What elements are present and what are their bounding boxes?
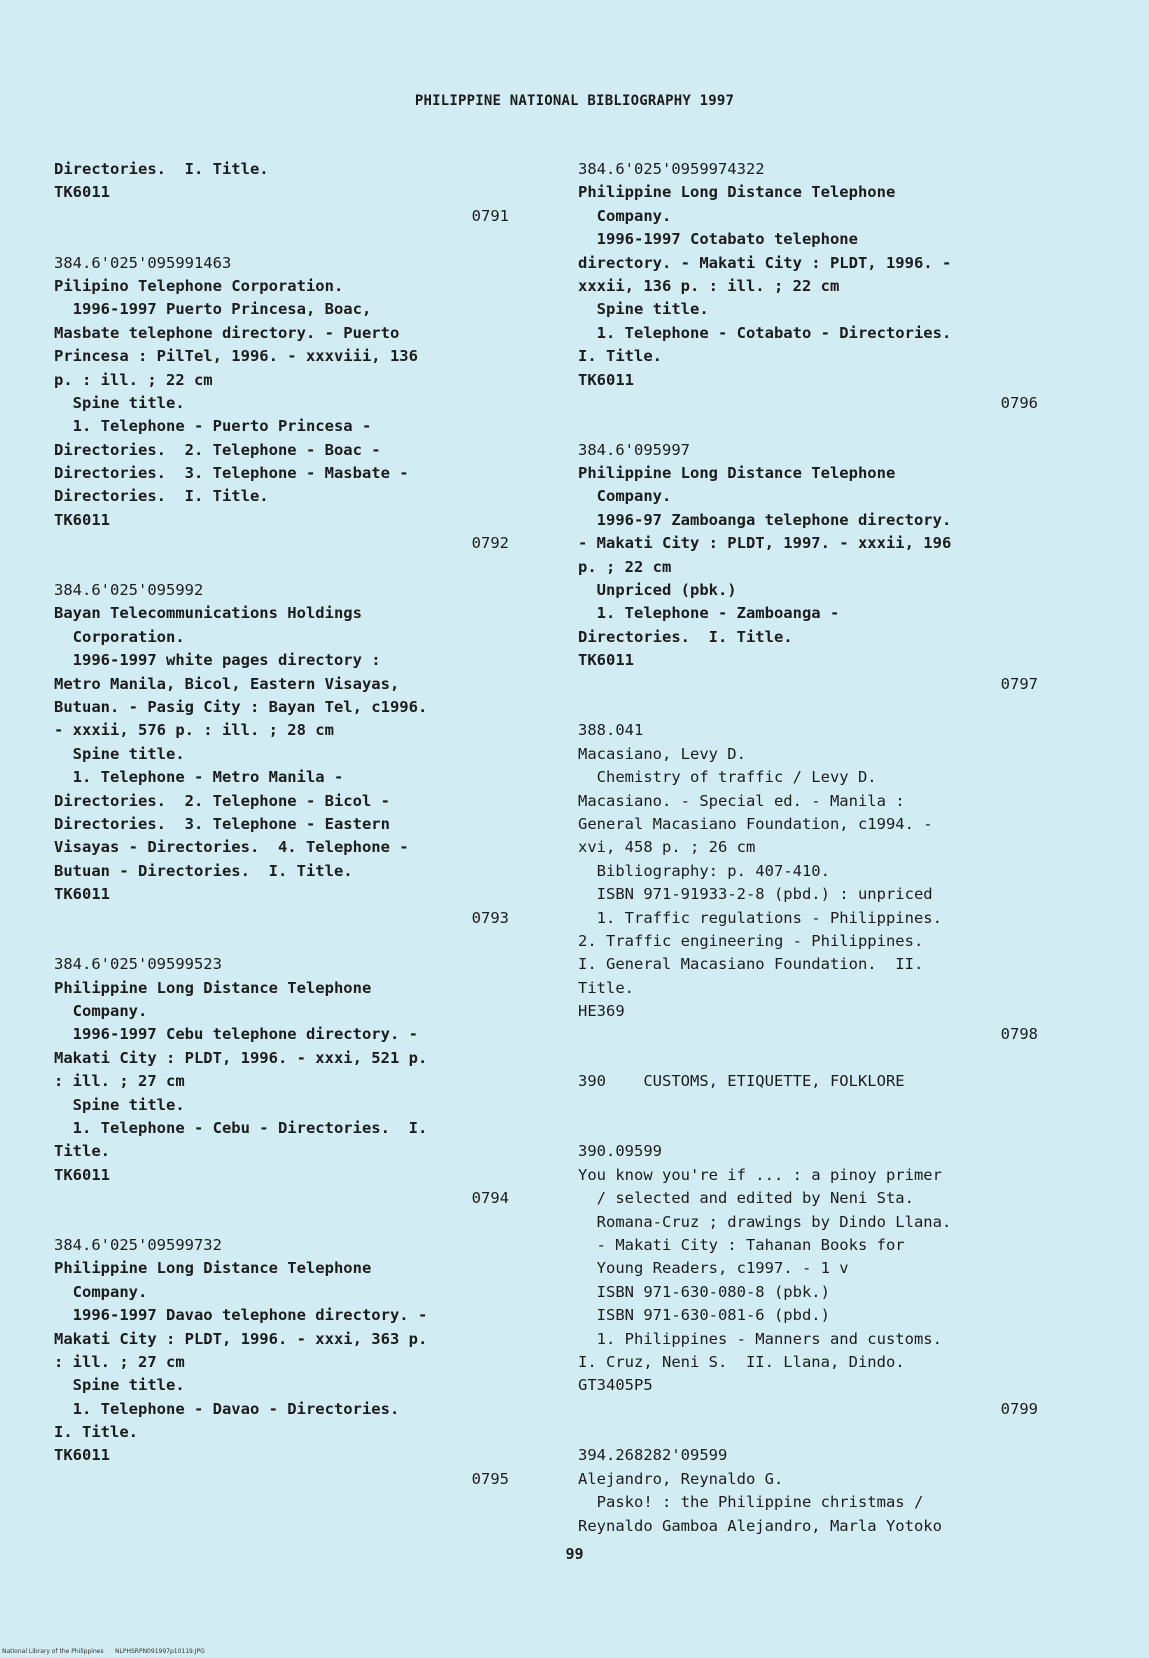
entry-line: 1996-1997 Davao telephone directory. -	[54, 1306, 428, 1325]
entry-line: 1. Telephone - Metro Manila -	[54, 768, 344, 787]
entry-line: Spine title.	[54, 393, 185, 412]
scan-footer: National Library of the Philippines NLPHSRPN091997p10119.JPG	[2, 1648, 205, 1655]
entry-line: 1996-1997 Cotabato telephone	[578, 230, 858, 249]
entry-line: 384.6'095997	[578, 440, 690, 459]
entry-line: Spine title.	[54, 1376, 185, 1395]
entry-line: Philippine Long Distance Telephone	[54, 978, 372, 997]
entry-line: You know you're if ... : a pinoy primer	[578, 1165, 942, 1184]
entry-line: 384.6'025'0959974322	[578, 160, 765, 178]
entry-line: Spine title.	[54, 744, 185, 763]
left-column	[54, 158, 509, 1515]
bibliographic-entry	[54, 579, 509, 930]
entry-line: - Makati City : PLDT, 1997. - xxxii, 196	[578, 534, 952, 553]
bibliographic-entry	[54, 1234, 509, 1491]
entry-line: : ill. ; 27 cm	[54, 1352, 185, 1371]
entry-line: 1996-97 Zamboanga telephone directory.	[578, 510, 952, 529]
entry-line: Pilipino Telephone Corporation.	[54, 276, 344, 295]
entry-line: I. General Macasiano Foundation. II.	[578, 955, 924, 974]
entry-line: Makati City : PLDT, 1996. - xxxi, 521 p.	[54, 1048, 428, 1067]
entry-line: GT3405P5	[578, 1376, 653, 1395]
entry-line: 1. Telephone - Puerto Princesa -	[54, 417, 372, 436]
entry-number: 0791	[471, 206, 509, 225]
bibliographic-entry	[54, 252, 509, 556]
entry-line: 2. Traffic engineering - Philippines.	[578, 931, 924, 950]
entry-line: Alejandro, Reynaldo G.	[578, 1469, 784, 1488]
entry-line: 384.6'025'095992	[54, 581, 204, 600]
entry-line: 390 CUSTOMS, ETIQUETTE, FOLKLORE	[578, 1072, 905, 1091]
entry-line: Bayan Telecommunications Holdings	[54, 604, 362, 623]
entry-line: TK6011	[54, 1165, 110, 1184]
entry-line: Unpriced (pbk.)	[578, 581, 737, 600]
entry-line: xxxii, 136 p. : ill. ; 22 cm	[578, 276, 840, 295]
entry-line: Metro Manila, Bicol, Eastern Visayas,	[54, 674, 400, 693]
entry-line: Macasiano, Levy D.	[578, 744, 746, 763]
entry-number: 0798	[1000, 1025, 1038, 1044]
entry-line: General Macasiano Foundation, c1994. -	[578, 814, 933, 833]
entry-number: 0792	[471, 534, 509, 553]
entry-line: Pasko! : the Philippine christmas /	[578, 1493, 924, 1512]
entry-line: 1. Telephone - Cebu - Directories. I.	[54, 1119, 428, 1138]
entry-line: Directories. I. Title.	[578, 627, 793, 646]
entry-line: TK6011	[54, 885, 110, 904]
entry-line: I. Title.	[578, 347, 662, 366]
entry-line: Directories. I. Title.	[54, 487, 269, 506]
entry-number: 0795	[471, 1469, 509, 1488]
entry-line: I. Title.	[54, 1423, 138, 1442]
bibliographic-entry	[54, 158, 509, 228]
page-number: 99	[565, 1545, 584, 1563]
entry-line: - xxxii, 576 p. : ill. ; 28 cm	[54, 721, 334, 740]
entry-line: HE369	[578, 1002, 625, 1021]
bibliographic-entry	[578, 1140, 1038, 1421]
entry-line: 1996-1997 Puerto Princesa, Boac,	[54, 300, 372, 319]
entry-number: 0797	[1000, 674, 1038, 693]
entry-line: Young Readers, c1997. - 1 v	[578, 1259, 849, 1278]
entry-line: Spine title.	[54, 1095, 185, 1114]
entry-line: I. Cruz, Neni S. II. Llana, Dindo.	[578, 1352, 905, 1371]
entry-line: 1. Telephone - Zamboanga -	[578, 604, 840, 623]
entry-line: p. ; 22 cm	[578, 557, 672, 576]
entry-line: Romana-Cruz ; drawings by Dindo Llana.	[578, 1212, 952, 1231]
entry-line: Philippine Long Distance Telephone	[578, 464, 896, 483]
entry-line: 1. Telephone - Davao - Directories.	[54, 1399, 400, 1418]
entry-line: Corporation.	[54, 627, 185, 646]
entry-line: 388.041	[578, 721, 644, 740]
page-gutter	[560, 0, 564, 1658]
entry-line: Company.	[54, 1002, 148, 1021]
entry-line: Directories. 2. Telephone - Boac -	[54, 440, 381, 459]
entry-line: ISBN 971-630-080-8 (pbk.)	[578, 1282, 830, 1301]
entry-line: Philippine Long Distance Telephone	[54, 1259, 372, 1278]
bibliographic-entry	[578, 1070, 1038, 1117]
entry-line: TK6011	[54, 510, 110, 529]
entry-line: Philippine Long Distance Telephone	[578, 183, 896, 202]
entry-line: : ill. ; 27 cm	[54, 1072, 185, 1091]
entry-line: 394.268282'09599	[578, 1446, 728, 1465]
entry-line: TK6011	[54, 183, 110, 202]
entry-line: TK6011	[578, 370, 634, 389]
entry-number: 0793	[471, 908, 509, 927]
entry-line: 390.09599	[578, 1142, 662, 1161]
entry-line: Directories. 3. Telephone - Eastern	[54, 814, 390, 833]
entry-line: 1. Philippines - Manners and customs.	[578, 1329, 942, 1348]
entry-line: Macasiano. - Special ed. - Manila :	[578, 791, 905, 810]
entry-number: 0794	[471, 1189, 509, 1208]
entry-line: 384.6'025'09599523	[54, 955, 222, 974]
entry-line: ISBN 971-91933-2-8 (pbd.) : unpriced	[578, 885, 933, 904]
entry-line: Directories. 2. Telephone - Bicol -	[54, 791, 390, 810]
entry-number: 0796	[1000, 393, 1038, 412]
bibliographic-entry	[578, 439, 1038, 696]
entry-line: 384.6'025'095991463	[54, 253, 232, 272]
entry-line: Makati City : PLDT, 1996. - xxxi, 363 p.	[54, 1329, 428, 1348]
entry-line: 1. Telephone - Cotabato - Directories.	[578, 323, 952, 342]
right-column	[578, 158, 1038, 1561]
entry-line: - Makati City : Tahanan Books for	[578, 1235, 905, 1254]
bibliographic-entry	[578, 158, 1038, 415]
entry-line: Company.	[578, 206, 672, 225]
entry-line: Chemistry of traffic / Levy D.	[578, 768, 877, 787]
entry-line: Masbate telephone directory. - Puerto	[54, 323, 400, 342]
entry-line: Title.	[54, 1142, 110, 1161]
entry-line: Butuan - Directories. I. Title.	[54, 861, 353, 880]
entry-line: Spine title.	[578, 300, 709, 319]
entry-line: Visayas - Directories. 4. Telephone -	[54, 838, 409, 857]
entry-line: 1. Traffic regulations - Philippines.	[578, 908, 942, 927]
entry-line: Reynaldo Gamboa Alejandro, Marla Yotoko	[578, 1516, 942, 1535]
entry-line: ISBN 971-630-081-6 (pbd.)	[578, 1306, 830, 1325]
entry-line: p. : ill. ; 22 cm	[54, 370, 213, 389]
bibliographic-entry	[578, 719, 1038, 1046]
entry-line: Bibliography: p. 407-410.	[578, 861, 830, 880]
entry-line: TK6011	[578, 651, 634, 670]
entry-line: Directories. 3. Telephone - Masbate -	[54, 464, 409, 483]
bibliographic-entry	[578, 1444, 1038, 1538]
entry-line: 1996-1997 white pages directory :	[54, 651, 381, 670]
entry-number: 0799	[1000, 1399, 1038, 1418]
entry-line: Company.	[54, 1282, 148, 1301]
page-header: PHILIPPINE NATIONAL BIBLIOGRAPHY 1997	[414, 93, 735, 109]
entry-line: 1996-1997 Cebu telephone directory. -	[54, 1025, 418, 1044]
entry-line: TK6011	[54, 1446, 110, 1465]
entry-line: / selected and edited by Neni Sta.	[578, 1189, 914, 1208]
entry-line: Company.	[578, 487, 672, 506]
entry-line: Title.	[578, 978, 634, 997]
entry-line: Butuan. - Pasig City : Bayan Tel, c1996.	[54, 697, 428, 716]
entry-line: 384.6'025'09599732	[54, 1235, 222, 1254]
entry-line: directory. - Makati City : PLDT, 1996. -	[578, 253, 952, 272]
bibliographic-entry	[54, 953, 509, 1210]
entry-line: Directories. I. Title.	[54, 160, 269, 178]
entry-line: Princesa : PilTel, 1996. - xxxviii, 136	[54, 347, 418, 366]
entry-line: xvi, 458 p. ; 26 cm	[578, 838, 756, 857]
entry-number	[578, 1094, 1038, 1117]
